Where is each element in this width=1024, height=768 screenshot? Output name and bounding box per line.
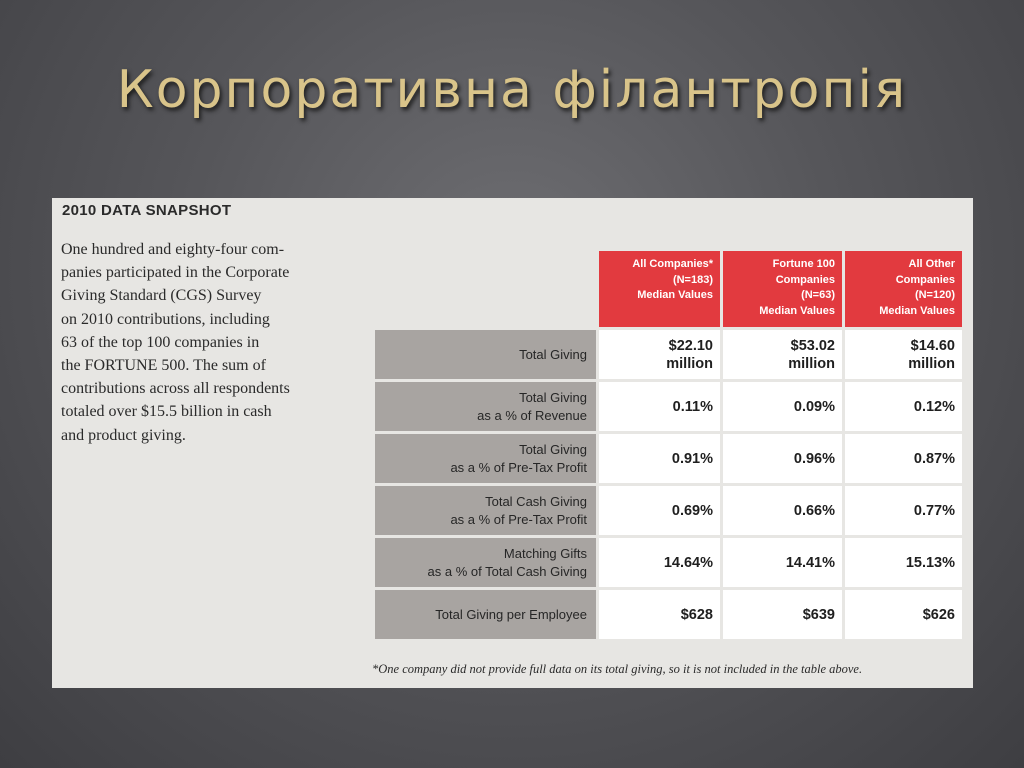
table-cell: $53.02 million [723,330,842,379]
row-label-giving-pct-pretax: Total Giving as a % of Pre-Tax Profit [375,434,596,483]
table-cell: $22.10 million [599,330,720,379]
table-cell: 15.13% [845,538,962,587]
table-row [375,382,962,431]
data-snapshot-panel [52,198,973,688]
column-header-fortune-100: Fortune 100 Companies (N=63) Median Values [723,251,842,327]
slide-title: Корпоративна філантропія [116,60,908,120]
table-cell: $14.60 million [845,330,962,379]
table-cell: 0.87% [845,434,962,483]
snapshot-heading: 2010 DATA SNAPSHOT [62,202,232,219]
column-header-all-companies: All Companies* (N=183) Median Values [599,251,720,327]
table-row [375,330,962,379]
table-cell: $626 [845,590,962,639]
giving-data-table [372,248,965,642]
table-cell: $639 [723,590,842,639]
column-header-all-other: All Other Companies (N=120) Median Values [845,251,962,327]
row-label-giving-per-employee: Total Giving per Employee [375,590,596,639]
table-cell: 0.69% [599,486,720,535]
table-header-row [375,251,962,327]
table-corner [375,251,596,327]
row-label-giving-pct-revenue: Total Giving as a % of Revenue [375,382,596,431]
table-cell: 0.11% [599,382,720,431]
table-cell: 0.66% [723,486,842,535]
table-footnote: *One company did not provide full data on its total giving, so it is not included in the table above. [372,662,863,676]
table-cell: 0.09% [723,382,842,431]
table-cell: 0.77% [845,486,962,535]
table-row [375,538,962,587]
row-label-cash-giving-pct-pretax: Total Cash Giving as a % of Pre-Tax Profit [375,486,596,535]
table-cell: 0.96% [723,434,842,483]
table-row [375,486,962,535]
snapshot-description: One hundred and eighty-four com- panies participated in the Corporate Giving Standard (CGS) Survey on 2010 contributions, including 63 of the top 100 companies in the FORTUNE 500. The sum of contributions across all respondents totaled over $15.5 billion in cash and product giving. [61,241,290,444]
table-row [375,434,962,483]
table-cell: 0.12% [845,382,962,431]
table-cell: $628 [599,590,720,639]
table-cell: 14.41% [723,538,842,587]
table-cell: 0.91% [599,434,720,483]
table-row [375,590,962,639]
table-cell: 14.64% [599,538,720,587]
row-label-total-giving: Total Giving [375,330,596,379]
row-label-matching-gifts: Matching Gifts as a % of Total Cash Giving [375,538,596,587]
